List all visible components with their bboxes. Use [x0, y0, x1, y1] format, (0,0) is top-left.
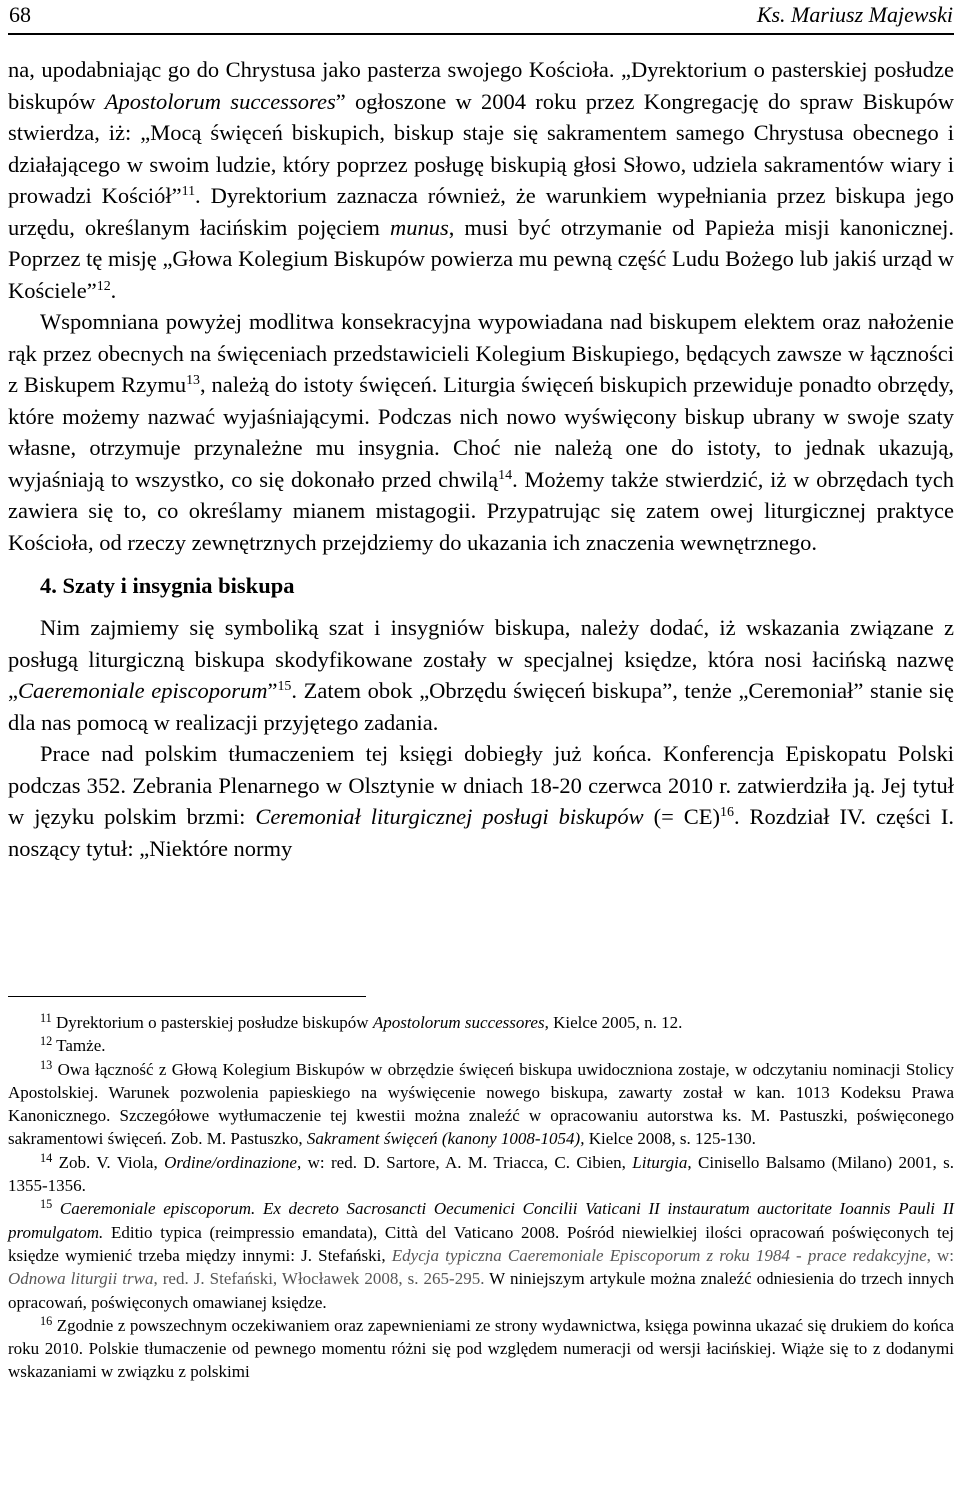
footnote-15: [8, 1197, 954, 1313]
footnote-ref-11[interactable]: 11: [181, 184, 196, 200]
paragraph-3: [8, 612, 954, 738]
footnote-text: , red. J. Stefański, Włocławek 2008, s. 265-295.: [153, 1269, 485, 1289]
italic-title: Caeremoniale episcoporum: [18, 678, 268, 703]
running-header: [9, 0, 955, 34]
footnote-12: [8, 1034, 954, 1057]
footnote-text: Kielce 2008, s. 125-130.: [584, 1129, 756, 1149]
footnote-text: , Cinisello Balsamo (Milano) 2001, s. 1355-1356.: [8, 1152, 954, 1196]
footnote-16: [8, 1314, 954, 1384]
header-rule: [8, 33, 954, 35]
footnote-ref-14[interactable]: 14: [498, 467, 513, 483]
text-run: Wspomniana powyżej modlitwa konsekracyjna wypowiadana nad biskupem elektem oraz nałożenie rąk przez obecnych na święceniach przedstawicieli Kolegium Biskupiego, będących zawsze w łączności z Biskupem Rzymu: [8, 309, 954, 397]
text-run: ” ogłoszone w 2004 roku przez Kongregację do spraw Biskupów stwierdza, iż: „Mocą święceń biskupich, biskup staje się sakramentem samego Chrystusa obecnego i działającego w swoim ludzie, który poprzez posługę biskupią głosi Słowo, udziela sakramentów wiary i prowadzi Kościół”: [8, 88, 954, 208]
italic-title: Caeremoniale episcoporum. Ex decreto Sacrosancti Oecumenici Concilii Vaticani II instauratum auctoritate Ioannis Pauli II promulgatom.: [8, 1199, 954, 1242]
footnotes: [8, 1011, 954, 1384]
footnote-text: Tamże.: [52, 1036, 106, 1056]
footnote-ref-16[interactable]: 16: [720, 805, 734, 821]
footnote-11: [8, 1011, 954, 1034]
running-head-author: Ks. Mariusz Majewski: [756, 2, 953, 27]
text-run: ”: [267, 678, 278, 703]
main-text: [8, 54, 954, 864]
text-run: Nim zajmiemy się symboliką szat i insygniów biskupa, należy dodać, iż wskazania związane z posługą liturgiczną biskupa skodyfikowane zostały w specjalnej księdze, która nosi łacińską nazwę „: [8, 615, 954, 703]
page-number: 68: [9, 2, 31, 27]
italic-title: Liturgia: [632, 1152, 688, 1172]
footnote-separator: [8, 996, 366, 997]
text-run: . Zatem obok „Obrzędu święceń biskupa”, tenże „Ceremoniał” stanie się dla nas pomocą w realizacji przyjętego zadania.: [8, 678, 954, 735]
footnote-number: 12: [40, 1034, 53, 1049]
footnote-text: W niniejszym artykule można znaleźć odniesienia do trzech innych opracowań, poświęconych omawianej księdze.: [8, 1269, 954, 1312]
footnote-number: 11: [40, 1011, 52, 1026]
italic-title: Edycja typiczna Caeremoniale Episcoporum z roku 1984 - prace redakcyjne: [391, 1245, 927, 1265]
section-heading: 4. Szaty i insygnia biskupa: [40, 573, 295, 598]
paragraph-4: [8, 738, 954, 864]
text-run: Prace nad polskim tłumaczeniem tej księgi dobiegły już końca. Konferencja Episkopatu Polski podczas 352. Zebrania Plenarnego w Olsztynie w dniach 18-20 czerwca 2010 r. zatwierdziła ją. Jej tytuł w języku polskim brzmi:: [8, 741, 954, 829]
text-run: , musi być otrzymanie od Papieża misji kanonicznej. Poprzez tę misję „Głowa Kolegium Biskupów powierza mu pewną część Ludu Bożego lub jakiś urząd w Kościele”: [8, 214, 954, 303]
footnote-number: 16: [40, 1313, 53, 1328]
text-run: , należą do istoty święceń. Liturgia święceń biskupich przewiduje ponadto obrzędy, które możemy nazwać wyjaśniającymi. Podczas nich nowo wyświęcony biskup ubrany w swoje szaty własne, otrzymuje przynależne mu insygnia. Choć nie należą one do istoty, to jednak ukazują, wyjaśniają to wszystko, co się dokonało przed chwilą: [8, 372, 954, 492]
text-run: na, upodabniając go do Chrystusa jako pasterza swojego Kościoła. „Dyrektorium o pasterskiej posłudze biskupów: [8, 57, 954, 114]
text-run: (= CE): [643, 804, 721, 829]
footnote-text: [52, 1199, 60, 1218]
italic-term: munus: [389, 214, 449, 240]
italic-title: Apostolorum successores: [372, 1013, 545, 1032]
footnote-text: Editio typica (reimpressio emandata), Città del Vaticano 2008. Pośród niewielkiej ilości opracowań poświęconych tej księdze wymienić trzeba między innymi: J. Stefański,: [8, 1222, 954, 1265]
footnote-number: 13: [40, 1057, 53, 1072]
text-run: . Rozdział IV. części I. noszący tytuł: „Niektóre normy: [8, 804, 954, 861]
footnote-text: Zob. V. Viola,: [52, 1152, 165, 1172]
footnote-ref-15[interactable]: 15: [277, 679, 292, 695]
footnote-text: Zgodnie z powszechnym oczekiwaniem oraz zapewnieniami ze strony wydawnictwa, księga powinna ukazać się drukiem do końca roku 2010. Polskie tłumaczenie od pewnego momentu różni się pod względem numeracji od wersji łacińskiej. Wiąże się to z dodanymi wskazaniami w związku z polskimi: [8, 1315, 954, 1382]
footnote-text: , w:: [926, 1245, 954, 1265]
footnote-14: [8, 1151, 954, 1198]
footnote-text: , Kielce 2005, n. 12.: [544, 1013, 683, 1032]
footnote-text: Owa łączność z Głową Kolegium Biskupów w obrzędzie święceń biskupa uwidoczniona zostaje, w odczytaniu nominacji Stolicy Apostolskiej. Warunek pozwolenia papieskiego na wyświęcenie nowego biskupa, zawarty został w kan. 1013 Kodeksu Prawa Kanonicznego. Szczegółowe wytłumaczenie tej kwestii można znaleźć w opracowaniu autorstwa ks. M. Pastuszki, poświęconego sakramentowi święceń. Zob. M. Pastuszko,: [8, 1059, 954, 1149]
text-run: . Dyrektorium zaznacza również, że warunkiem wypełniania przez biskupa jego urzędu, określanym łacińskim pojęciem: [8, 183, 954, 240]
paragraph-1: [8, 54, 954, 306]
text-run: .: [110, 277, 117, 303]
footnote-ref-13[interactable]: 13: [186, 373, 201, 389]
italic-title: Ordine/ordinazione: [164, 1152, 297, 1172]
footnote-number: 15: [40, 1197, 53, 1212]
italic-title: Sakrament święceń (kanony 1008-1054),: [306, 1129, 585, 1149]
italic-title: Apostolorum successores: [104, 88, 336, 114]
text-run: . Możemy także stwierdzić, iż w obrzędach tych zawiera się to, co określamy mianem mistagogii. Przypatrując się zatem owej liturgicznej praktyce Kościoła, od rzeczy zewnętrznych przejdziemy do ukazania ich znaczenia wewnętrznego.: [8, 466, 954, 555]
paragraph-2: [8, 306, 954, 558]
italic-title: Ceremoniał liturgicznej posługi biskupów: [255, 804, 644, 829]
footnote-ref-12[interactable]: 12: [96, 278, 111, 294]
footnote-13: [8, 1058, 954, 1151]
footnote-number: 14: [40, 1150, 53, 1165]
footnote-text: , w: red. D. Sartore, A. M. Triacca, C. Cibien,: [296, 1152, 633, 1172]
footnote-text: Dyrektorium o pasterskiej posłudze biskupów: [51, 1013, 373, 1032]
italic-title: Odnowa liturgii trwa: [8, 1269, 154, 1289]
